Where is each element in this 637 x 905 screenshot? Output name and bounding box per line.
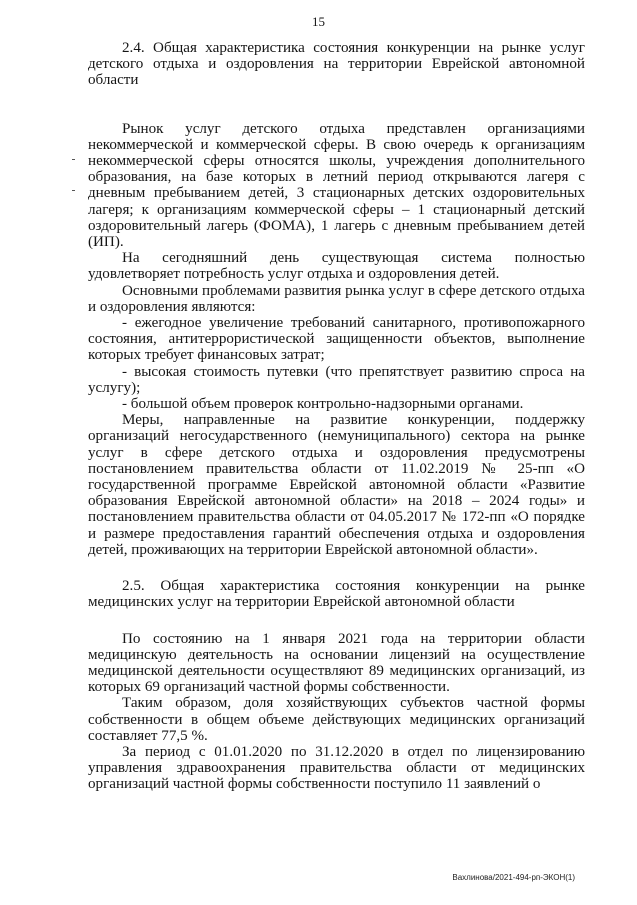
- paragraph: На сегодняшний день существующая система полностью удовлетворяет потребность услуг отдыха и оздоровления детей.: [88, 250, 585, 283]
- margin-mark: [72, 159, 75, 160]
- list-item: - ежегодное увеличение требований санитарного, противопожарного состояния, антитеррористической защищенности объектов, выполнение которых требует финансовых затрат;: [88, 315, 585, 364]
- list-item: - высокая стоимость путевки (что препятствует развитию спроса на услугу);: [88, 363, 585, 396]
- page-number: 15: [312, 14, 325, 29]
- paragraph: Меры, направленные на развитие конкуренции, поддержку организаций негосударственного (немуниципального) сектора на рынке услуг в сфере детского отдыха и оздоровления предусмотрены постановлением правительства области от 11.02.2019 № 25-пп «О государственной программе Еврейской автономной области «Развитие образования Еврейской автономной области» на 2018 – 2024 годы» и постановлением правительства области от 04.05.2017 № 172-пп «О порядке и размере предоставления гарантий обеспечения отдыха и оздоровления детей, проживающих на территории Еврейской автономной области».: [88, 412, 585, 558]
- paragraph: За период с 01.01.2020 по 31.12.2020 в отдел по лицензированию управления здравоохранения правительства области от медицинских организаций частной формы собственности поступило 11 заявлений о: [88, 743, 585, 793]
- paragraph: Таким образом, доля хозяйствующих субъектов частной формы собственности в общем объеме действующих медицинских организаций составляет 77,5 %.: [88, 695, 585, 744]
- paragraph: По состоянию на 1 января 2021 года на территории области медицинскую деятельность на основании лицензий на осуществление медицинской деятельности осуществляют 89 медицинских организаций, из которых 69 организаций частной формы собственности.: [88, 630, 585, 696]
- list-item: - большой объем проверок контрольно-надзорными органами.: [122, 396, 524, 413]
- section-heading-2-4: 2.4. Общая характеристика состояния конкуренции на рынке услуг детского отдыха и оздоровления на территории Еврейской автономной области: [88, 40, 585, 89]
- margin-mark: [72, 190, 75, 191]
- document-footer-code: Вахлинова/2021-494-рп-ЭКОН(1): [452, 873, 575, 882]
- paragraph: Рынок услуг детского отдыха представлен организациями некоммерческой и коммерческой сферы. В свою очередь к организациям некоммерческой сферы относятся школы, учреждения дополнительного образования, на базе которых в летний период открываются лагеря с дневным пребыванием детей, 3 стационарных детских оздоровительных лагеря; к организациям коммерческой сферы – 1 стационарный детский оздоровительный лагерь (ФОМА), 1 лагерь с дневным пребыванием детей (ИП).: [88, 120, 585, 251]
- paragraph: Основными проблемами развития рынка услуг в сфере детского отдыха и оздоровления являются:: [88, 282, 585, 315]
- document-body: [88, 40, 585, 793]
- section-heading-2-5: 2.5. Общая характеристика состояния конкуренции на рынке медицинских услуг на территории Еврейской автономной области: [88, 578, 585, 611]
